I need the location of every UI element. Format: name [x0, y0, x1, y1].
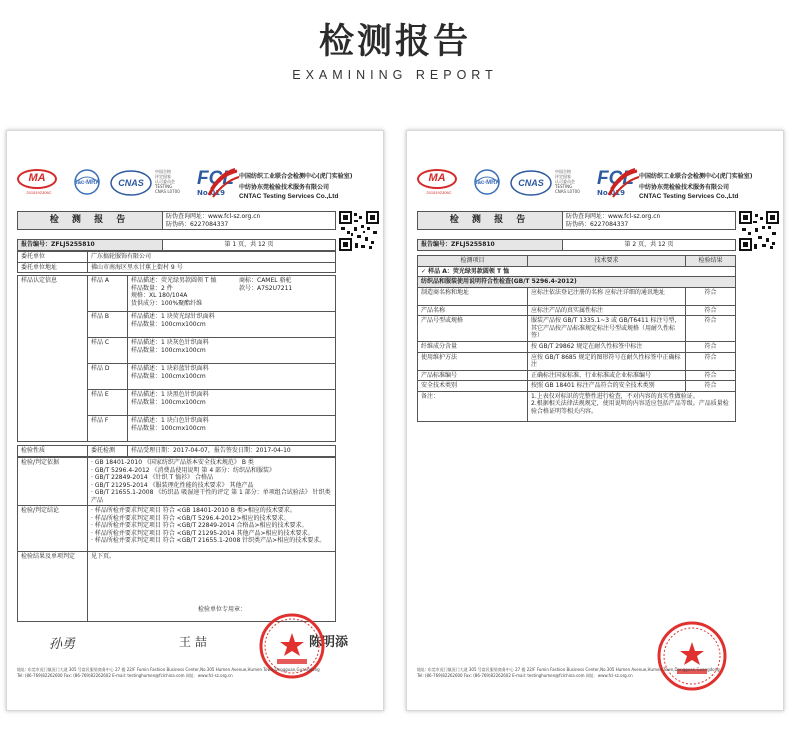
signature-2: 王 喆 [179, 635, 207, 649]
qr-code-icon-2 [739, 211, 779, 251]
sample-a-detail: 样品描述：荧光绿男款圆领 T 恤 样品数量：2 件 规格：XL 180/104A 货供成分：100%聚酯纤维 商标：CAMEL 骆驼 款号：A7S2U7211 [128, 276, 336, 312]
cntac-swoosh-icon-2 [605, 165, 641, 201]
report-number: 报告编号：ZFLJ5255810 [18, 240, 163, 251]
page-subtitle: EXAMINING REPORT [292, 68, 498, 82]
samples-table: 样品认定信息 样品 A 样品描述：荧光绿男款圆领 T 恤 样品数量：2 件 规格：XL 180/104A 货供成分：100%聚酯纤维 商标：CAMEL 骆驼 款号：A7S2U7211 样品 B 样品描述：1 块荧光绿针织面料 样品数量：100cmx100cm 样品 C 样品描述：1 块灰色针织面料 样品数量：100cmx100cm 样品 D 样品描述：1 块彩蓝针织面料 样品数量：100cmx100cm 样品 E 样品描述：1 块黑色针织面料 样品数量：100cmx100cm 样品 F 样品描述：1 块白色针织面料 样品数量：100cmx100cm [17, 275, 336, 442]
qr-code-icon [339, 211, 379, 251]
table-row: 产品号型或规格 服装产品按 GB/T 1335.1~3 或 GB/T6411 标注号型，其它产品按产品标准规定标注号型或规格（用耐久性标签） 符合 [418, 316, 736, 342]
results-table [417, 255, 736, 422]
cma-logo: MA 2015192306C [17, 169, 61, 199]
basis-table: 检验/判定依据 · GB 18401-2010 《国家纺织产品基本安全技术规范》 B 类 · GB/T 5296.4-2012 《消费品使用说明 第 4 部分：纺织品和服装》 · GB/T 22849-2014 《针织 T 恤衫》 合格品 · GB/T 21295-2014 《服装理化性能的技术要求》 其他产品 · GB/T 21655.1-2008 《纺织品 吸湿速干性的评定 第 1 部分：单项组合试验法》 针织类产品 检验/判定结论 · 样品所检并要求判定项目 符合 <GB 18401-2010 B 类>相应的技术要求。 · 样品所检并要求判定项目 符合 <GB/T 5296.4-2012>相应的技术要求。 · 样品所检并要求判定项目 符合 <GB/T 22849-2014 合格品>相应的技术要求。 · 样品所检并要求判定项目 符合 <GB/T 21295-2014 其他产品>相应的技术要求。 · 样品所检并要求判定项目 符合 <GB/T 21655.1-2008 针织类产品>相应的技术要求。 检验结果及单项判定 见下页。 检验单位专用章： [17, 457, 336, 622]
cnas-cert-text: 中国合格 评定国家 认可委员会 TESTING CNAS L0700 [155, 169, 180, 194]
notes-row: 备注： 1.上表仅对标识的完整性进行检查，不对内容的真实性做验证。 2.根据相关法律法规规定，使用说明的内容适应包括产品等级。产品质量检验合格证明等相关内容。 [418, 391, 736, 421]
table-row: 制造商名称和地址 应标注依法登记注册的名称 应标注详细的通讯地址 符合 [418, 287, 736, 305]
table-row: 纤维成分含量 按 GB/T 29862 规定在耐久性标签中标注 符合 [418, 342, 736, 353]
page-footer-2: 地址: 东莞市虎门镇虎门大道 305 号富民服装商务中心 27 楼 22/F Fumin Fashion Business Center,No.305 Humen Avenue,Humen Town,Dongguan,Guangdong Tel: (86-769)82262600 Fax: (86-769)82262602 E-mail: testinghumen@fclchina.com 网址：www.fcl-sz.org.cn [417, 667, 720, 678]
check-info-table: 检验性质 委托检测 样品受理日期：2017-04-07，报告签发日期：2017-04-10 [17, 445, 336, 457]
table-row: 产品名称 应标注产品的真实属性标注 符合 [418, 305, 736, 316]
report-body-table: 委托单位 广东搞轮服饰有限公司 委托单位地址 佛山市南海区里水甘蕉上街村 9 号 [17, 251, 336, 273]
table-row: 使用维护方法 应按 GB/T 8685 规定的图形符号在耐久性标签中正确标注 符合 [418, 352, 736, 370]
table-row: 产品标准编号 正确标注国家标准、行业标准或企业标准编号 符合 [418, 370, 736, 381]
cma-logo-2: MA 2015192306C [417, 169, 461, 199]
org-info: 中国纺织工业联合会检测中心(虎门实验室) 中纺协东莞检验技术服务有限公司 CNTAC Testing Services Co.,Ltd [239, 173, 353, 200]
red-seal-icon-2 [655, 619, 729, 693]
cnas-cert-text-2: 中国合格 评定国家 认可委员会 TESTING CNAS L0700 [555, 169, 580, 194]
page-title: 检测报告 [318, 22, 471, 62]
cnas-logo [109, 169, 153, 199]
col-header-item: 检测项目 [418, 256, 528, 267]
col-header-result: 检验结果 [686, 256, 736, 267]
fcl-logo: FCL No.019 [197, 168, 234, 197]
col-header-requirement: 技术要求 [528, 256, 686, 267]
svg-text:ilac-MRA: ilac-MRA [474, 180, 500, 186]
signature-3: 陈明添 [309, 635, 349, 650]
signature-1: 孙勇 [49, 637, 76, 652]
svg-text:CNAS: CNAS [118, 178, 144, 188]
section-row: 纺织品和服装使用说明符合性检查(GB/T 5296.4-2012) [418, 277, 736, 288]
report-head-table [17, 211, 336, 230]
report-page-1 [6, 130, 384, 711]
cntac-swoosh-icon [205, 165, 241, 201]
svg-text:CNAS: CNAS [518, 178, 544, 188]
page-footer: 地址: 东莞市虎门镇虎门大道 305 号富民服装商务中心 27 楼 22/F Fumin Fashion Business Center,No.305 Humen Avenue,Humen Town,Dongguan,Guangdong Tel: (86-769)82262600 Fax: (86-769)82262602 E-mail: testinghumen@fclchina.com 网址：www.fcl-sz.org.cn [17, 667, 320, 678]
ilac-mra-logo [67, 169, 107, 199]
svg-text:ilac-MRA: ilac-MRA [74, 180, 100, 186]
check-site: 防伪查询网址：www.fcl-sz.org.cn 防伪码：6227084337 [163, 212, 336, 230]
report-page-2 [406, 130, 784, 711]
sample-row: ✓ 样品 A：荧光绿男款圆领 T 恤 [418, 266, 736, 277]
ilac-mra-logo-2 [467, 169, 507, 199]
table-row: 安全技术类别 按照 GB 18401 标注产品符合的安全技术类别 符合 [418, 381, 736, 392]
report-head-table-2: 检 测 报 告 防伪查询网址：www.fcl-sz.org.cn 防伪码：6227084337 [417, 211, 736, 230]
cnas-logo-2 [509, 169, 553, 199]
seal-label: 检验单位专用章： [198, 606, 247, 613]
org-info-2: 中国纺织工业联合会检测中心(虎门实验室) 中纺协东莞检验技术服务有限公司 CNTAC Testing Services Co.,Ltd [639, 173, 753, 200]
logo-strip-2 [417, 169, 637, 203]
fcl-logo-2: FCL No.019 [597, 168, 634, 197]
page-indicator: 第 1 页，共 12 页 [163, 240, 336, 251]
report-number-table [17, 239, 336, 251]
report-title: 检 测 报 告 [18, 212, 163, 230]
report-number-table-2: 报告编号：ZFLJ5255810 第 2 页，共 12 页 [417, 239, 736, 251]
logo-strip [17, 169, 237, 203]
